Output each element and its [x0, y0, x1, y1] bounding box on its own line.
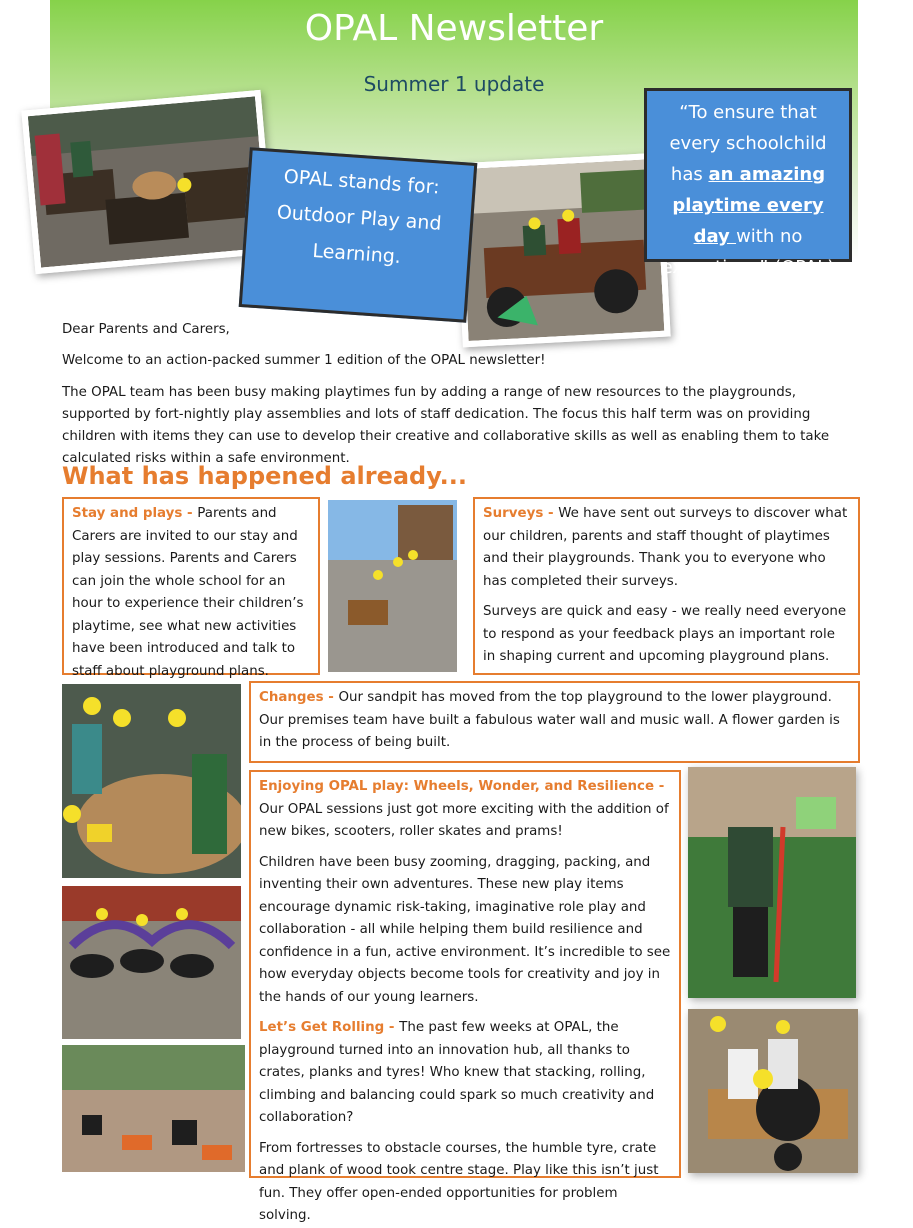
stands-for-line: Outdoor Play and [276, 201, 443, 235]
newsletter-subtitle: Summer 1 update [363, 72, 545, 96]
photo-tyre-cart [688, 1009, 858, 1173]
stands-for-line: OPAL stands for: [283, 165, 441, 199]
newsletter-title: OPAL Newsletter [304, 8, 604, 49]
quote-text: with no exceptions” (OPAL) [661, 226, 835, 278]
photo-sandpit [62, 684, 241, 878]
box-label: Let’s Get Rolling - [259, 1020, 400, 1035]
stay-and-plays-box [62, 497, 320, 679]
box-text: Our sandpit has moved from the top playground to the lower playground. Our premises team have built a fabulous water wall and music wall. A flower garden is in the process of being built. [259, 690, 840, 750]
box-text: From fortresses to obstacle courses, the humble tyre, crate and plank of wood took centre stage. Play like this isn’t just fun. They offer open-ended opportunities for problem solving. [259, 1140, 659, 1223]
box-label: Surveys - [483, 506, 559, 521]
box-text: We have sent out surveys to discover what our children, parents and staff thought of playtimes and their playgrounds. Thank you to everyone who has completed their surveys. [483, 506, 848, 589]
photo-crates-play [21, 90, 274, 274]
photo-playground-crates [328, 500, 457, 672]
enjoying-opal-box [249, 770, 681, 1223]
photo-obstacle-course [62, 1045, 245, 1172]
stands-for-line: Learning. [311, 239, 402, 269]
welcome-line: Welcome to an action-packed summer 1 edition of the OPAL newsletter! [62, 353, 546, 368]
box-label: Changes - [259, 690, 339, 705]
box-text: The past few weeks at OPAL, the playground turned into an innovation hub, all thanks to crates, planks and tyres! Who knew that stacking, rolling, climbing and balancing could spark so much creativity and collaboration? [259, 1020, 655, 1125]
box-text: Parents and Carers are invited to our stay and play sessions. Parents and Carers can join the whole school for an hour to experience their children’s playtime, see what new activities have been introduced and talk to staff about playground plans. [72, 506, 304, 679]
intro-paragraph: The OPAL team has been busy making playtimes fun by adding a range of new resources to the playgrounds, supported by fort-nightly play assemblies and lots of staff dedication. The focus this half term was on providing children with items they can use to develop their creative and collaborative skills as well as enabling them to take calculated risks within a safe environment. [62, 385, 830, 466]
box-label: Stay and plays - [72, 506, 198, 521]
photo-scooter [688, 767, 856, 998]
changes-box [249, 681, 860, 763]
greeting: Dear Parents and Carers, [62, 322, 230, 337]
quote-emphasis: an amazing playtime every day [672, 164, 826, 247]
box-text: Surveys are quick and easy - we really need everyone to respond as your feedback plays an important role in shaping current and upcoming playground plans. [483, 604, 847, 664]
opal-quote-box [644, 88, 852, 278]
box-text: Our OPAL sessions just got more exciting with the addition of new bikes, scooters, roller skates and prams! [259, 801, 669, 839]
photo-tyres-tubes [62, 886, 241, 1039]
opal-stands-for-box [239, 147, 478, 323]
section-heading: What has happened already... [62, 462, 468, 490]
box-label: Enjoying OPAL play: Wheels, Wonder, and Resilience - [259, 779, 665, 794]
surveys-box [473, 497, 860, 675]
quote-text: “To ensure that every schoolchild has [669, 102, 827, 185]
box-text: Children have been busy zooming, dragging, packing, and inventing their own adventures. These new play items encourage dynamic risk-taking, imaginative role play and collaboration - all while helping them build resilience and confidence in a fun, active environment. It’s incredible to see how everyday objects become tools for creativity and joy in the hands of our young learners. [259, 854, 671, 1005]
